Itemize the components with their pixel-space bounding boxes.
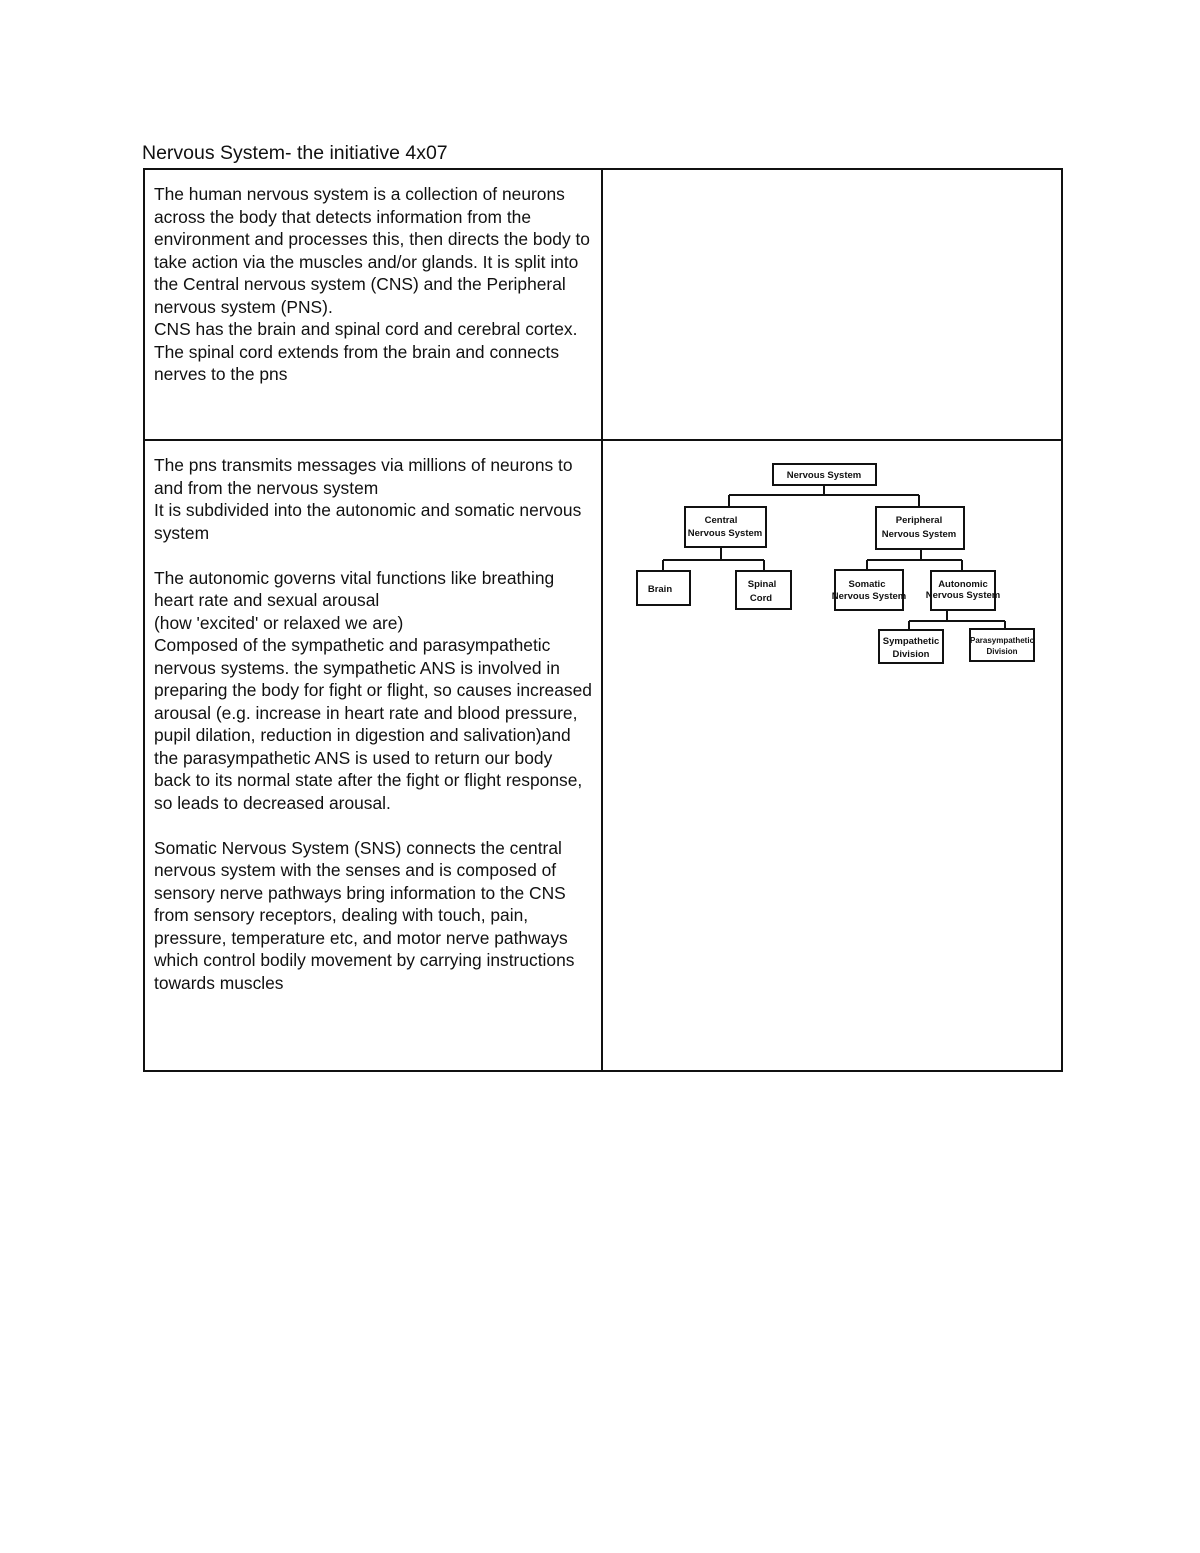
node-label: Brain xyxy=(647,584,673,595)
node-label: Division xyxy=(986,647,1018,656)
node-label: Autonomic xyxy=(938,579,988,590)
node-peripheral-nervous-system xyxy=(876,507,964,549)
table-row xyxy=(144,169,1062,440)
node-nervous-system xyxy=(773,464,876,485)
nervous-system-diagram xyxy=(603,441,1061,681)
cns-notes-cell: The human nervous system is a collection of neurons across the body that detects information from the environment and processes this, then directs the body to take action via the muscles and/or glands. It is split into the Central nervous system (CNS) and the Peripheral nervous system (PNS). CNS has the brain and spinal cord and cerebral cortex. The spinal cord extends from the brain and connects nerves to the pns xyxy=(144,169,602,440)
node-autonomic-nervous-system xyxy=(926,571,1000,610)
node-central-nervous-system xyxy=(685,507,766,547)
node-label: Peripheral xyxy=(895,515,943,526)
node-label: Nervous System xyxy=(831,591,907,602)
node-label: Somatic xyxy=(848,579,886,590)
node-brain xyxy=(637,571,690,605)
node-label: Spinal xyxy=(747,579,777,590)
connector-peripheral xyxy=(867,550,962,571)
connector-root xyxy=(729,486,919,507)
connector-central xyxy=(663,548,764,571)
empty-cell xyxy=(602,169,1062,440)
connector-autonomic xyxy=(909,611,1005,630)
table-row xyxy=(144,440,1062,1071)
node-parasympathetic-division xyxy=(970,629,1035,661)
node-sympathetic-division xyxy=(879,630,943,663)
node-spinal-cord xyxy=(736,571,791,609)
pns-notes-cell: The pns transmits messages via millions of neurons to and from the nervous system It is subdivided into the autonomic and somatic nervous system The autonomic governs vital functions like breathing heart rate and sexual arousal (how 'excited' or relaxed we are) Composed of the sympathetic and parasympathetic nervous systems. the sympathetic ANS is involved in preparing the body for fight or flight, so causes increased arousal (e.g. increase in heart rate and blood pressure, pupil dilation, reduction in digestion and salivation)and the parasympathetic ANS is used to return our body back to its normal state after the fight or flight response, so leads to decreased arousal. Somatic Nervous System (SNS) connects the central nervous system with the senses and is composed of sensory nerve pathways bring information to the CNS from sensory receptors, dealing with touch, pain, pressure, temperature etc, and motor nerve pathways which control bodily movement by carrying instructions towards muscles xyxy=(144,440,602,1071)
node-somatic-nervous-system xyxy=(832,570,906,610)
node-label: Nervous System xyxy=(925,590,1001,601)
node-label: Cord xyxy=(749,593,773,604)
node-label: Nervous System xyxy=(687,528,763,539)
notes-table xyxy=(143,168,1063,1072)
node-label: Division xyxy=(892,649,930,660)
node-label: Nervous System xyxy=(881,529,957,540)
document-title: Nervous System- the initiative 4x07 xyxy=(142,142,448,164)
node-label: Parasympathetic xyxy=(969,636,1035,645)
node-label: Central xyxy=(704,515,738,526)
node-label: Sympathetic xyxy=(882,636,940,647)
diagram-cell xyxy=(602,440,1062,1071)
node-label: Nervous System xyxy=(786,470,862,481)
